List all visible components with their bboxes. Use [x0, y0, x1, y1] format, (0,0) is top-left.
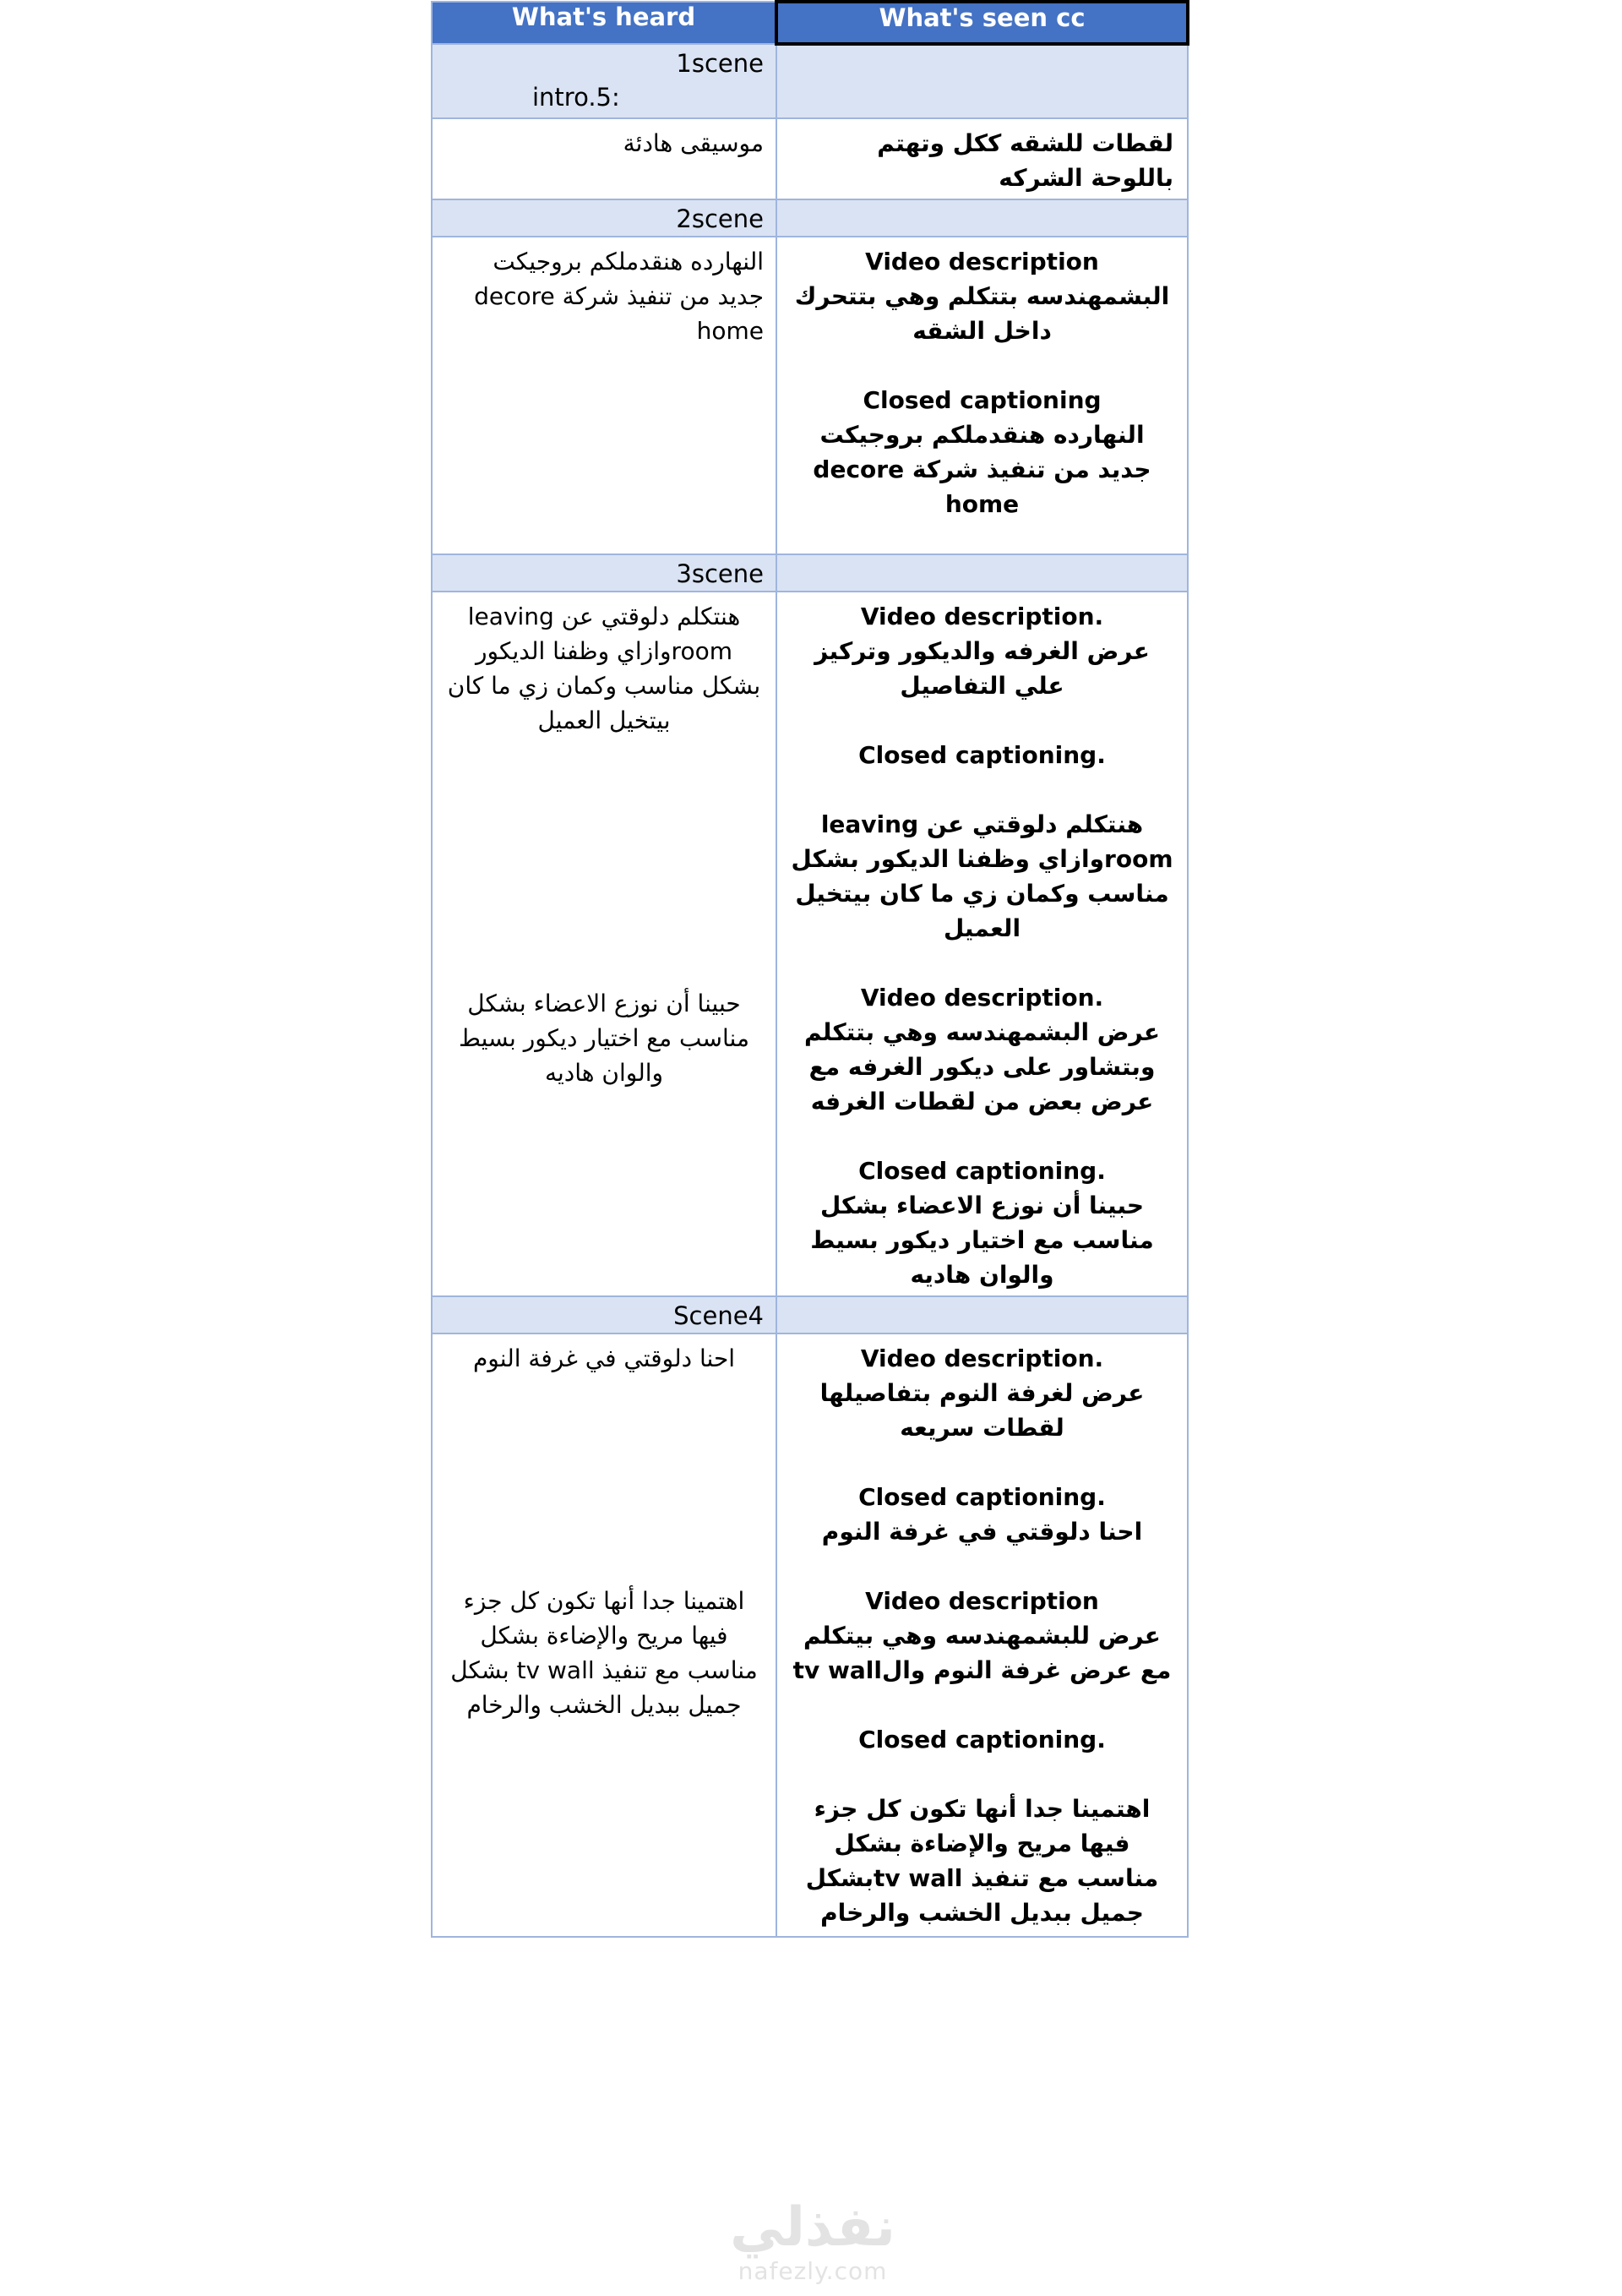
scene-2-content-row — [432, 237, 1188, 554]
scene-3-video-description-label-1: Video description. — [860, 603, 1104, 630]
scene-4-heard-text-1: احنا دلوقتي في غرفة النوم — [472, 1344, 736, 1372]
scene-3-label-seen-cell[interactable] — [776, 554, 1188, 592]
scene-4-label-cell[interactable] — [432, 1296, 776, 1333]
scene-2-closed-captioning-text: النهارده هنقدملكم بروجيكت جديد من تنفيذ شركة decore home — [813, 421, 1151, 518]
scene-4-closed-captioning-text-1: احنا دلوقتي في غرفة النوم — [821, 1518, 1143, 1546]
scene-3-content-row — [432, 592, 1188, 1296]
scene-4-label: Scene4 — [673, 1301, 764, 1330]
scene-2-closed-captioning-label: Closed captioning — [863, 386, 1102, 414]
scene-3-closed-captioning-text-1: هنتكلم دلوقتي عن leaving roomوازاي وظفنا الديكور بشكل مناسب وكمان زي ما كان بيتخيل العميل — [791, 810, 1173, 942]
scene-3-heard-cell[interactable] — [432, 592, 776, 1296]
script-sheet — [431, 0, 1187, 1938]
scene-1-seen-text: لقطات للشقه ككل وتهتم باللوحة الشركه — [877, 129, 1173, 192]
scene-4-video-description-text-2: عرض للبشمهندسه وهي بيتكلم مع عرض غرفة النوم والtv wall — [792, 1622, 1172, 1684]
scene-3-closed-captioning-label-1: Closed captioning. — [858, 741, 1106, 769]
scene-4-content-row — [432, 1333, 1188, 1937]
scene-4-heard-cell[interactable] — [432, 1333, 776, 1937]
scene-4-video-description-label-2: Video description — [865, 1587, 1099, 1615]
scene-3-row — [432, 554, 1188, 592]
scene-3-heard-text-2: حبينا أن نوزع الاعضاء بشكل مناسب مع اختيار ديكور بسيط والوان هاديه — [459, 990, 749, 1087]
scene-3-video-description-text-1: عرض الغرفه والديكور وتركيز علي التفاصيل — [814, 637, 1150, 700]
watermark-logo-arabic: نفذلي — [730, 2196, 895, 2259]
scene-1-intro: intro.5: — [532, 83, 620, 112]
scene-4-heard-text-2: اهتمينا جدا أنها تكون كل جزء فيها مريح والإضاءة بشكل مناسب مع تنفيذ tv wall بشكل جميل ببديل الخشب والرخام — [450, 1587, 758, 1719]
scene-3-video-description-text-2: عرض البشمهندسه وهي بتتكلم وبتشاور على ديكور الغرفه مع عرض بعض من لقطات الغرفه — [803, 1018, 1161, 1115]
scene-1-label: 1scene — [676, 49, 764, 78]
scene-4-seen-cell[interactable] — [776, 1333, 1188, 1937]
scene-4-video-description-text-1: عرض لغرفة النوم بتفاصيلها لقطات سريعه — [819, 1379, 1145, 1442]
scene-2-label-cell[interactable] — [432, 199, 776, 237]
scene-1-seen-cell[interactable] — [776, 118, 1188, 199]
scene-3-closed-captioning-label-2: Closed captioning. — [858, 1157, 1106, 1185]
script-table — [431, 0, 1189, 1938]
scene-3-seen-cell[interactable] — [776, 592, 1188, 1296]
scene-4-closed-captioning-label-2: Closed captioning. — [858, 1726, 1106, 1753]
scene-1-heard-text: موسيقى هادئة — [623, 129, 764, 157]
header-row — [432, 2, 1188, 44]
scene-4-closed-captioning-text-2: اهتمينا جدا أنها تكون كل جزء فيها مريح والإضاءة بشكل مناسب مع تنفيذ tv wallبشكل جميل ببديل الخشب والرخام — [805, 1795, 1159, 1927]
scene-2-label: 2scene — [676, 205, 764, 233]
header-whats-seen[interactable]: What's seen cc — [776, 2, 1188, 44]
scene-4-closed-captioning-label-1: Closed captioning. — [858, 1483, 1106, 1511]
scene-1-heard-cell[interactable] — [432, 118, 776, 199]
watermark — [720, 2197, 906, 2285]
scene-2-seen-cell[interactable] — [776, 237, 1188, 554]
scene-3-label-cell[interactable] — [432, 554, 776, 592]
header-whats-heard[interactable]: What's heard — [432, 2, 776, 44]
scene-2-label-seen-cell[interactable] — [776, 199, 1188, 237]
scene-2-row — [432, 199, 1188, 237]
scene-1-label-cell[interactable] — [432, 44, 776, 118]
scene-3-label: 3scene — [676, 559, 764, 588]
scene-2-heard-text: النهارده هنقدملكم بروجيكت جديد من تنفيذ شركة decore home — [474, 248, 764, 345]
scene-2-video-description-text: البشمهندسه بتتكلم وهي بتتحرك داخل الشقه — [794, 282, 1170, 345]
scene-2-video-description-label: Video description — [865, 248, 1099, 275]
watermark-url: nafezly.com — [738, 2257, 888, 2285]
scene-4-row — [432, 1296, 1188, 1333]
scene-1-label-seen-cell[interactable] — [776, 44, 1188, 118]
scene-3-closed-captioning-text-2: حبينا أن نوزع الاعضاء بشكل مناسب مع اختيار ديكور بسيط والوان هاديه — [810, 1192, 1154, 1289]
scene-3-heard-text-1: هنتكلم دلوقتي عن leaving roomوازاي وظفنا الديكور بشكل مناسب وكمان زي ما كان بيتخيل العميل — [447, 603, 761, 734]
scene-4-label-seen-cell[interactable] — [776, 1296, 1188, 1333]
scene-1-row — [432, 44, 1188, 118]
scene-1-content-row — [432, 118, 1188, 199]
scene-2-heard-cell[interactable] — [432, 237, 776, 554]
scene-4-video-description-label-1: Video description. — [860, 1344, 1104, 1372]
scene-3-video-description-label-2: Video description. — [860, 984, 1104, 1012]
